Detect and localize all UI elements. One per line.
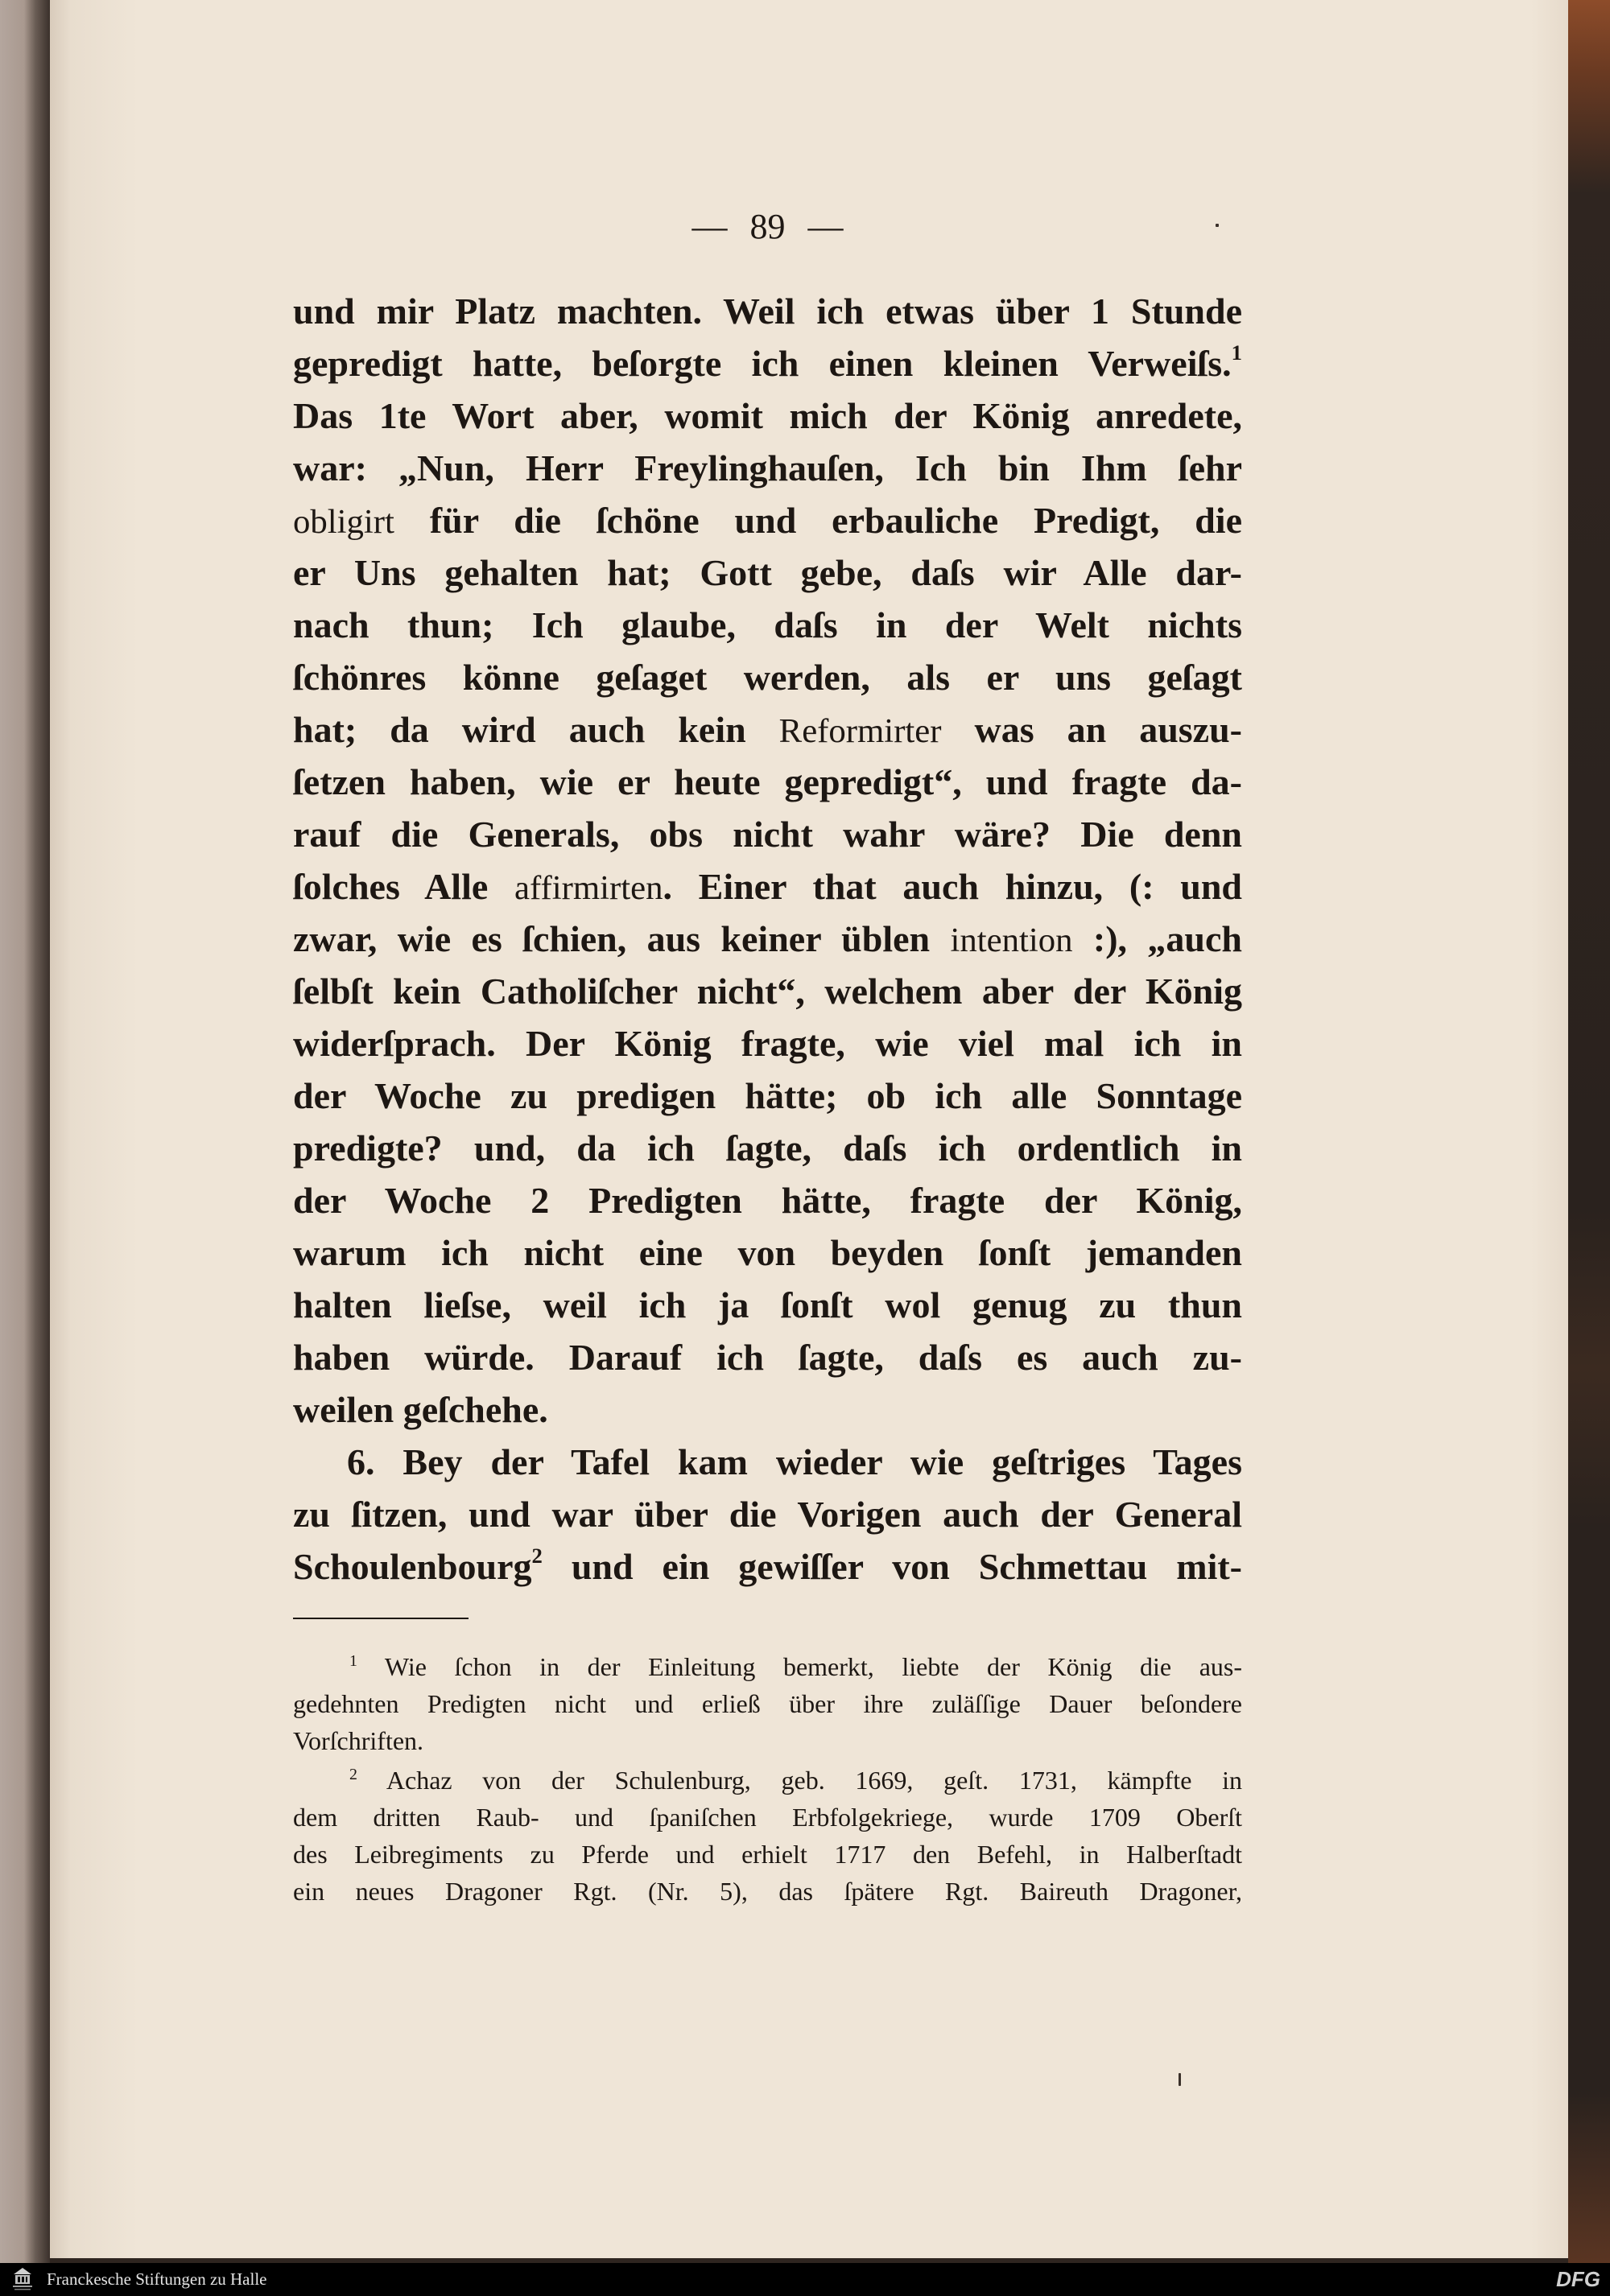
antiqua-word: intention (950, 921, 1073, 959)
book-binding (1568, 0, 1610, 2263)
body-line (293, 1279, 1242, 1331)
body-line (293, 1488, 1242, 1540)
body-line-text: :), „auch (1072, 918, 1242, 959)
institution-name: Franckesche Stiftungen zu Halle (47, 2269, 267, 2289)
antiqua-word: affirmirten (514, 869, 663, 907)
body-line (293, 860, 1242, 913)
page-number (293, 203, 1242, 251)
body-line-text: gepredigt hatte, beſorgte ich einen kleinen Verweiſs. (293, 343, 1232, 384)
body-line-text: ſolches Alle (293, 866, 514, 907)
body-line-text: Das 1te Wort aber, womit mich der König anredete, (293, 395, 1242, 436)
footnote-line (293, 1799, 1242, 1836)
page-number-value: 89 (749, 207, 786, 246)
footnote-marker: 2 (349, 1766, 357, 1784)
funder-logo-text: DFG (1556, 2267, 1600, 2291)
footnote-2 (293, 1762, 1242, 1910)
body-line (293, 285, 1242, 337)
body-line-text: hat; da wird auch kein (293, 709, 779, 750)
body-line (293, 1331, 1242, 1383)
body-line (293, 442, 1242, 494)
footnote-line (293, 1836, 1242, 1873)
body-line-text: der Woche zu predigen hätte; ob ich alle Sonntage (293, 1075, 1242, 1116)
body-line-text: er Uns gehalten hat; Gott gebe, daſs wir Alle dar- (293, 552, 1242, 593)
footnote-line-text: dem dritten Raub- und ſpaniſchen Erbfolgekriege, wurde 1709 Oberſt (293, 1803, 1242, 1832)
body-line (293, 1122, 1242, 1174)
footnote-line (293, 1648, 1242, 1685)
body-line-text: zwar, wie es ſchien, aus keiner üblen (293, 918, 951, 959)
footnote-line-text: des Leibregiments zu Pferde und erhielt 1717 den Befehl, in Halberſtadt (293, 1840, 1242, 1869)
body-line-paragraph-end (293, 1383, 1242, 1436)
page-number-right-dash: — (807, 207, 844, 246)
viewer-footer-bar (0, 2263, 1610, 2296)
body-line-text: rauf die Generals, obs nicht wahr wäre? Die denn (293, 814, 1242, 855)
body-line-text: . Einer that auch hinzu, (: und (663, 866, 1242, 907)
body-line (293, 1174, 1242, 1226)
body-line (293, 965, 1242, 1017)
body-line-text: Schoulenbourg (293, 1546, 532, 1587)
main-text-block (293, 285, 1242, 1593)
body-line (293, 1070, 1242, 1122)
footnotes-block (293, 1648, 1242, 1910)
footnote-line-text: Achaz von der Schulenburg, geb. 1669, geſt. 1731, kämpfte in (386, 1766, 1243, 1795)
footnote-line-text: ein neues Dragoner Rgt. (Nr. 5), das ſpätere Rgt. Baireuth Dragoner, (293, 1877, 1242, 1906)
body-line-text: halten lieſse, weil ich ja ſonſt wol genug zu thun (293, 1284, 1242, 1325)
footnote-line (293, 1873, 1242, 1910)
footnote-line (293, 1685, 1242, 1722)
body-line-text: für die ſchöne und erbauliche Predigt, die (394, 500, 1242, 541)
body-line-text: predigte? und, da ich ſagte, daſs ich ordentlich in (293, 1127, 1242, 1169)
body-line-text: ſelbſt kein Catholiſcher nicht“, welchem aber der König (293, 971, 1242, 1012)
ink-speck (1179, 2073, 1181, 2086)
body-line-text: ſetzen haben, wie er heute gepredigt“, und fragte da- (293, 761, 1242, 802)
body-line-text: 6. Bey der Tafel kam wieder wie geſtriges Tages (347, 1441, 1242, 1482)
body-line (293, 390, 1242, 442)
footnote-line (293, 1722, 1242, 1759)
body-line (293, 1540, 1242, 1593)
body-line-text: widerſprach. Der König fragte, wie viel mal ich in (293, 1023, 1242, 1064)
footnote-separator (293, 1618, 469, 1619)
ink-speck (1216, 224, 1219, 227)
body-line (293, 808, 1242, 860)
footnote-line-text: Wie ſchon in der Einleitung bemerkt, liebte der König die aus- (384, 1652, 1243, 1681)
body-line-text: und mir Platz machten. Weil ich etwas über 1 Stunde (293, 291, 1242, 332)
foundation-emblem-icon (8, 2265, 37, 2294)
footnote-marker: 1 (349, 1652, 357, 1671)
footnote-1 (293, 1648, 1242, 1759)
footnote-line (293, 1762, 1242, 1799)
body-line-text: warum ich nicht eine von beyden ſonſt jemanden (293, 1232, 1242, 1273)
body-line-text: und ein gewiſſer von Schmettau mit- (542, 1546, 1242, 1587)
body-line (293, 1017, 1242, 1070)
body-line (293, 756, 1242, 808)
body-line (293, 703, 1242, 756)
body-line-paragraph-start (293, 1436, 1242, 1488)
body-line-text: weilen geſchehe. (293, 1389, 548, 1430)
body-line-text: ſchönres könne geſaget werden, als er uns geſagt (293, 657, 1242, 698)
body-line-text: nach thun; Ich glaube, daſs in der Welt nichts (293, 604, 1242, 645)
body-line (293, 913, 1242, 965)
body-line (293, 546, 1242, 599)
antiqua-word: obligirt (293, 503, 394, 541)
footnote-reference: 2 (531, 1544, 543, 1568)
previous-page-edge (0, 0, 50, 2263)
footnote-reference: 1 (1231, 340, 1242, 365)
body-line-text: war: „Nun, Herr Freylinghauſen, Ich bin Ihm ſehr (293, 447, 1242, 488)
footnote-line-text: gedehnten Predigten nicht und erließ über ihre zuläſſige Dauer beſondere (293, 1689, 1242, 1718)
body-line (293, 494, 1242, 546)
footnote-line-text: Vorſchriften. (293, 1726, 424, 1755)
body-line-text: der Woche 2 Predigten hätte, fragte der König, (293, 1180, 1242, 1221)
body-line-text: was an auszu- (941, 709, 1243, 750)
body-line (293, 337, 1242, 390)
body-line (293, 599, 1242, 651)
body-line-text: zu ſitzen, und war über die Vorigen auch der General (293, 1494, 1242, 1535)
body-line (293, 1226, 1242, 1279)
body-line (293, 651, 1242, 703)
body-line-text: haben würde. Darauf ich ſagte, daſs es auch zu- (293, 1337, 1242, 1378)
page-number-left-dash: — (691, 207, 728, 246)
antiqua-word: Reformirter (778, 712, 942, 750)
